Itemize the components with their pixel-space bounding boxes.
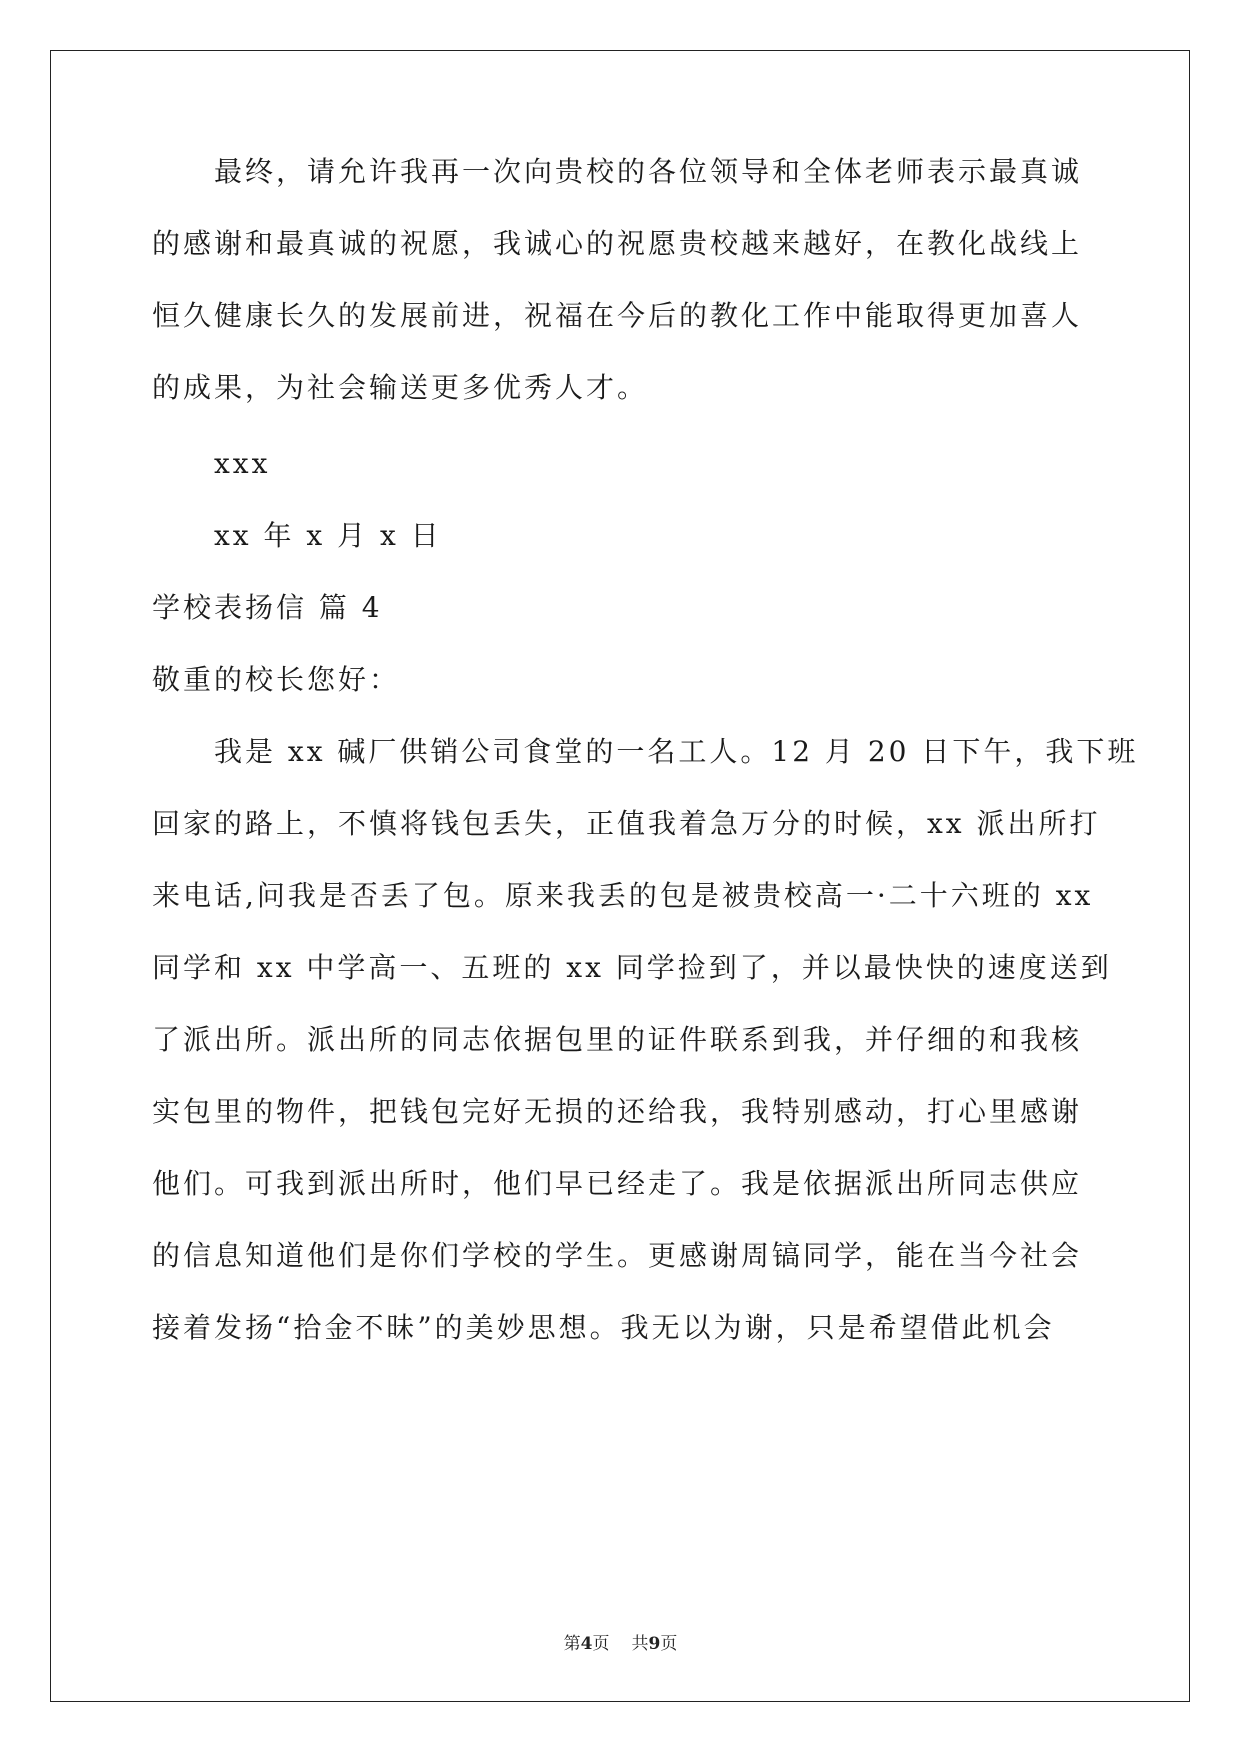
section-heading: 学校表扬信 篇 4 (152, 591, 383, 624)
paragraph-line: 实包里的物件，把钱包完好无损的还给我，我特别感动，打心里感谢 (152, 1095, 1083, 1128)
paragraph-line: 他们。可我到派出所时，他们早已经走了。我是依据派出所同志供应 (152, 1167, 1083, 1200)
signature-name: xxx (214, 447, 271, 480)
total-page-number: 9 (648, 1634, 661, 1654)
paragraph-line: 回家的路上，不慎将钱包丢失，正值我着急万分的时候，xx 派出所打 (152, 807, 1101, 840)
paragraph-line: 的信息知道他们是你们学校的学生。更感谢周镐同学，能在当今社会 (152, 1239, 1083, 1272)
paragraph-line: 来电话,问我是否丢了包。原来我丢的包是被贵校高一·二十六班的 xx (152, 879, 1094, 912)
salutation: 敬重的校长您好： (152, 663, 401, 696)
paragraph-line: 了派出所。派出所的同志依据包里的证件联系到我，并仔细的和我核 (152, 1023, 1083, 1056)
signature-date: xx 年 x 月 x 日 (214, 519, 442, 552)
footer-prefix: 第 (563, 1634, 581, 1654)
paragraph-line: 我是 xx 碱厂供销公司食堂的一名工人。12 月 20 日下午，我下班 (214, 735, 1139, 768)
paragraph-line: 的成果，为社会输送更多优秀人才。 (152, 371, 649, 404)
footer-total-prefix: 共 (631, 1634, 649, 1654)
paragraph-line: 同学和 xx 中学高一、五班的 xx 同学捡到了，并以最快快的速度送到 (152, 951, 1112, 984)
paragraph-line: 最终，请允许我再一次向贵校的各位领导和全体老师表示最真诚 (214, 155, 1083, 188)
footer-page-suffix: 页 (592, 1634, 610, 1654)
current-page-number: 4 (580, 1634, 593, 1654)
footer-total-suffix: 页 (660, 1634, 678, 1654)
page-footer (0, 1632, 1241, 1656)
paragraph-line: 恒久健康长久的发展前进，祝福在今后的教化工作中能取得更加喜人 (152, 299, 1083, 332)
paragraph-line: 的感谢和最真诚的祝愿，我诚心的祝愿贵校越来越好，在教化战线上 (152, 227, 1083, 260)
paragraph-line: 接着发扬“拾金不昧”的美妙思想。我无以为谢，只是希望借此机会 (152, 1311, 1055, 1344)
